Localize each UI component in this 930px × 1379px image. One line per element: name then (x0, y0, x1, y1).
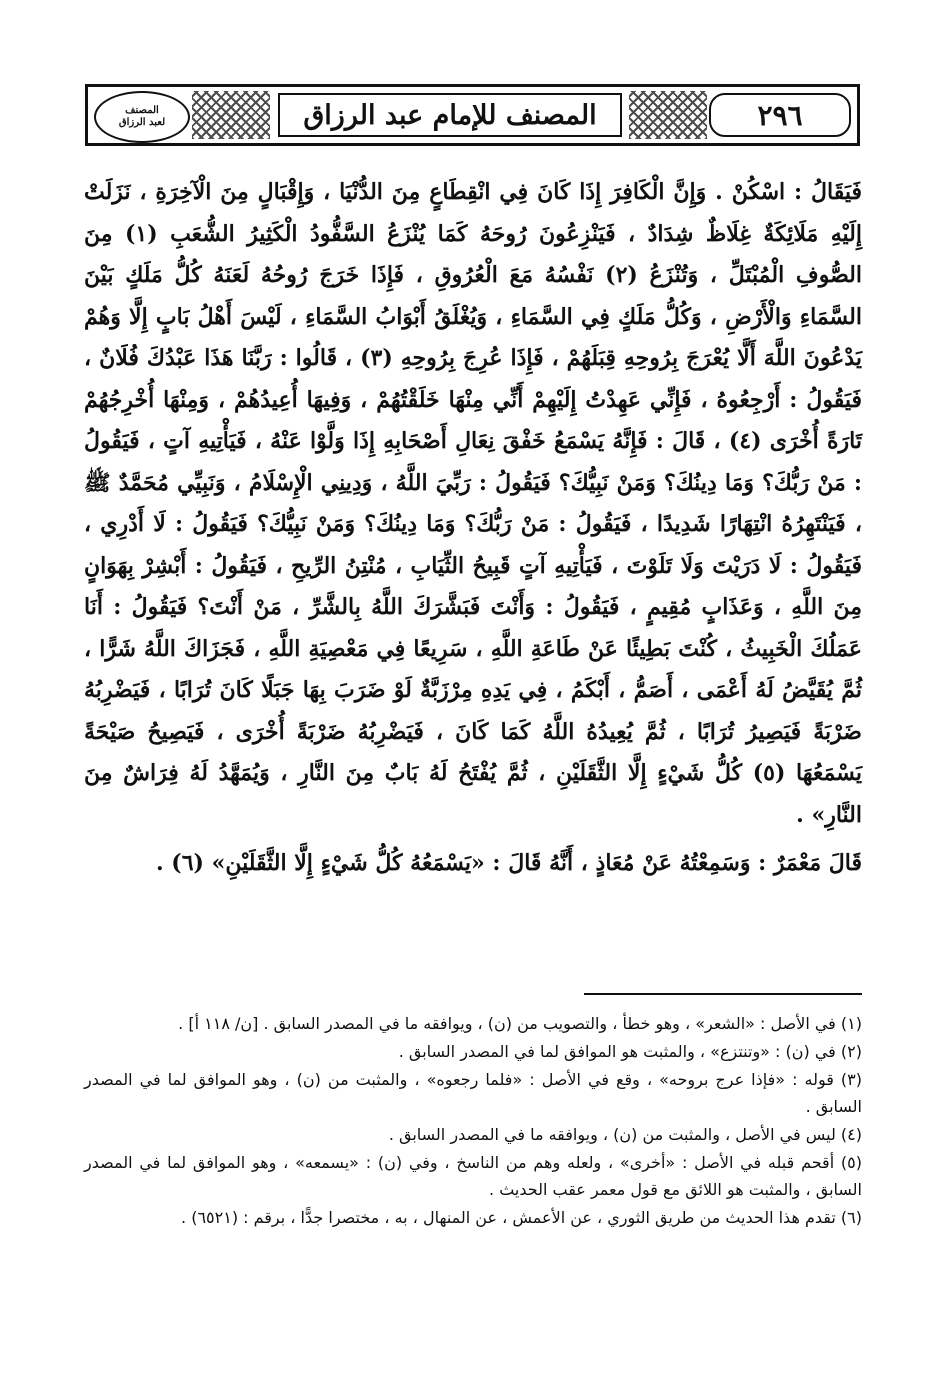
footnote-1: (١) في الأصل : «الشعر» ، وهو خطأ ، والتصويب من (ن) ، ويوافقه ما في المصدر السابق . [ن/ ١١٨ أ] . (178, 1014, 862, 1033)
book-seal-logo (94, 91, 190, 143)
footnote-3: (٣) قوله : «فإذا عرج بروحه» ، وقع في الأصل : «فلما رجعوه» ، والمثبت من (ن) ، وهو الموافق لما في المصدر السابق . (84, 1070, 862, 1116)
seal-line-1: المصنف (125, 105, 159, 116)
book-title: المصنف للإمام عبد الرزاق (278, 93, 622, 137)
main-text (84, 172, 862, 885)
footnote-4: (٤) ليس في الأصل ، والمثبت من (ن) ، ويوافقه ما في المصدر السابق . (388, 1125, 862, 1144)
hadith-paragraph: فَيَقَالُ : اسْكُنْ . وَإِنَّ الْكَافِرَ إِذَا كَانَ فِي انْقِطَاعٍ مِنَ الدُّنْيَا ، وَإِقْبَالٍ مِنَ الْآخِرَةِ ، نَزَلَتْ إِلَيْهِ مَلَائِكَةٌ غِلَاظٌ شِدَادٌ ، فَيَنْزِعُونَ رُوحَهُ كَمَا يُنْزَعُ السَّفُّودُ الْكَثِيرُ الشُّعَبِ (١) مِنَ الصُّوفِ الْمُبْتَلِّ ، وَتُنْزَعُ (٢) نَفْسُهُ مَعَ الْعُرُوقِ ، فَإِذَا خَرَجَ رُوحُهُ لَعَنَهُ كُلُّ مَلَكٍ بَيْنَ السَّمَاءِ وَالْأَرْضِ ، وَكُلُّ مَلَكٍ فِي السَّمَاءِ ، وَيُغْلَقُ أَبْوَابُ السَّمَاءِ ، لَيْسَ أَهْلُ بَابٍ إِلَّا وَهُمْ يَدْعُونَ اللَّهَ أَلَّا يُعْرَجَ بِرُوحِهِ قِبَلَهُمْ ، فَإِذَا عُرِجَ بِرُوحِهِ (٣) ، قَالُوا : رَبَّنَا هَذَا عَبْدُكَ فُلَانٌ ، فَيَقُولُ : أَرْجِعُوهُ ، فَإِنِّي عَهِدْتُ إِلَيْهِمْ أَنِّي مِنْهَا خَلَقْتُهُمْ ، وَفِيهَا أُعِيدُهُمْ ، وَمِنْهَا أُخْرِجُهُمْ تَارَةً أُخْرَى (٤) ، قَالَ : فَإِنَّهُ يَسْمَعُ خَفْقَ نِعَالِ أَصْحَابِهِ إِذَا وَلَّوْا عَنْهُ ، فَيَأْتِيهِ آتٍ ، فَيَقُولُ : مَنْ رَبُّكَ؟ وَمَا دِينُكَ؟ وَمَنْ نَبِيُّكَ؟ فَيَقُولُ : رَبِّيَ اللَّهُ ، وَدِينِي الْإِسْلَامُ ، وَنَبِيِّي مُحَمَّدٌ ﷺ ، فَيَنْتَهِرُهُ انْتِهَارًا شَدِيدًا ، فَيَقُولُ : مَنْ رَبُّكَ؟ وَمَا دِينُكَ؟ وَمَنْ نَبِيُّكَ؟ فَيَقُولُ : لَا أَدْرِي ، فَيَقُولُ : لَا دَرَيْتَ وَلَا تَلَوْتَ ، فَيَأْتِيهِ آتٍ قَبِيحُ الثِّيَابِ ، مُنْتِنُ الرِّيحِ ، فَيَقُولُ : أَبْشِرْ بِهَوَانٍ مِنَ اللَّهِ ، وَعَذَابٍ مُقِيمٍ ، فَيَقُولُ : وَأَنْتَ فَبَشَّرَكَ اللَّهُ بِالشَّرِّ ، مَنْ أَنْتَ؟ فَيَقُولُ : أَنَا عَمَلُكَ الْخَبِيثُ ، كُنْتَ بَطِيئًا عَنْ طَاعَةِ اللَّهِ ، سَرِيعًا فِي مَعْصِيَةِ اللَّهِ ، فَجَزَاكَ اللَّهُ شَرًّا ، ثُمَّ يُقَيَّضُ لَهُ أَعْمَى ، أَصَمُّ ، أَبْكَمُ ، فِي يَدِهِ مِرْزَبَّةٌ لَوْ ضَرَبَ بِهَا جَبَلًا كَانَ تُرَابًا ، فَيَضْرِبُهُ ضَرْبَةً فَيَصِيرُ تُرَابًا ، ثُمَّ يُعِيدُهُ اللَّهُ كَمَا كَانَ ، فَيَضْرِبُهُ ضَرْبَةً أُخْرَى ، فَيَصِيحُ صَيْحَةً يَسْمَعُهَا (٥) كُلُّ شَيْءٍ إِلَّا الثَّقَلَيْنِ ، ثُمَّ يُفْتَحُ لَهُ بَابٌ مِنَ النَّارِ ، وَيُمَهَّدُ لَهُ فِرَاشٌ مِنَ النَّارِ» . (84, 179, 862, 828)
footnote-2: (٢) في (ن) : «وتنتزع» ، والمثبت هو الموافق لما في المصدر السابق . (398, 1042, 862, 1061)
footnote-5: (٥) أقحم قبله في الأصل : «أخرى» ، ولعله وهم من الناسخ ، وفي (ن) : «يسمعه» ، وهو الموافق لما في المصدر السابق ، والمثبت هو اللائق مع قول معمر عقب الحديث . (84, 1153, 862, 1199)
page-number: ٢٩٦ (709, 93, 851, 137)
footnote-6: (٦) تقدم هذا الحديث من طريق الثوري ، عن الأعمش ، عن المنهال ، به ، مختصرا جدًّا ، برقم : (٦٥٢١) . (181, 1208, 862, 1227)
footnotes (84, 1010, 862, 1232)
page-header (85, 84, 860, 146)
seal-line-2: لعبد الرزاق (118, 117, 166, 128)
ornament-band-left (192, 91, 270, 139)
footnote-separator (584, 993, 862, 995)
mamar-paragraph: قَالَ مَعْمَرٌ : وَسَمِعْتُهُ عَنْ مُعَاذٍ ، أَنَّهُ قَالَ : «يَسْمَعُهُ كُلُّ شَيْءٍ إِلَّا الثَّقَلَيْنِ» (٦) . (155, 850, 862, 876)
ornament-band-right (629, 91, 707, 139)
